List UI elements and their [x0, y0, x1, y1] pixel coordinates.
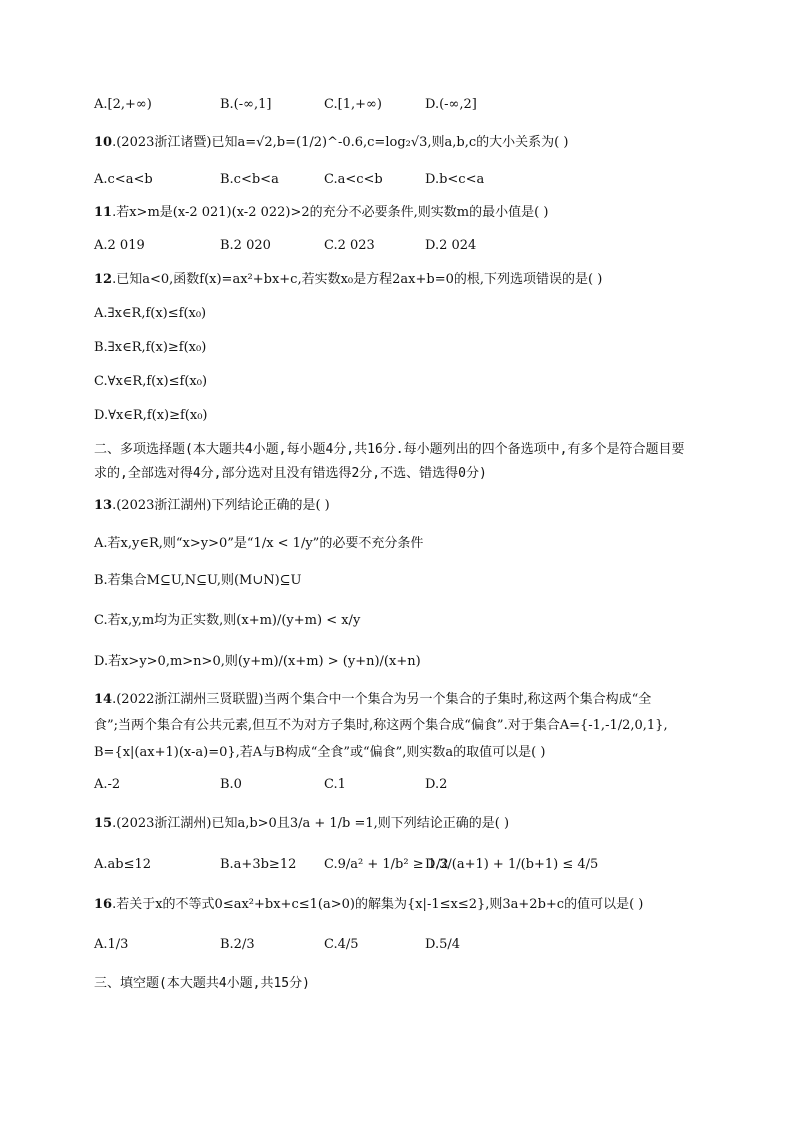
q13-option-c: C.若x,y,m均为正实数,则(x+m)/(y+m) < x/y — [94, 613, 361, 628]
q14-text-line-1: .(2022浙江湖州三贤联盟)当两个集合中一个集合为另一个集合的子集时,称这两个集合构成“全 — [112, 692, 652, 707]
q13-stem — [94, 497, 330, 515]
q10-number: 10 — [94, 135, 113, 150]
q15-stem — [94, 815, 509, 833]
q11-number: 11 — [94, 205, 113, 220]
q11-option-d: D.2 024 — [425, 238, 477, 253]
q13-option-a: A.若x,y∈R,则“x>y>0”是“1/x < 1/y”的必要不充分条件 — [94, 536, 424, 551]
q16-option-a: A.1/3 — [94, 937, 129, 952]
q9-option-b: B.(-∞,1] — [220, 97, 272, 112]
q10-option-a: A.c<a<b — [94, 172, 153, 187]
q16-option-d: D.5/4 — [425, 937, 461, 952]
q13-option-d: D.若x>y>0,m>n>0,则(y+m)/(x+m) > (y+n)/(x+n) — [94, 654, 421, 669]
q11-option-c: C.2 023 — [324, 238, 375, 253]
q10-stem — [94, 134, 568, 152]
q11-option-a: A.2 019 — [94, 238, 145, 253]
q11-stem — [94, 204, 548, 222]
q13-number: 13 — [94, 498, 113, 513]
q15-text: .(2023浙江湖州)已知a,b>0且3/a + 1/b =1,则下列结论正确的是( ) — [112, 816, 510, 831]
q14-option-b: B.0 — [220, 777, 242, 792]
q16-option-b: B.2/3 — [220, 937, 255, 952]
q16-text: .若关于x的不等式0≤ax²+bx+c≤1(a>0)的解集为{x|-1≤x≤2},则3a+2b+c的值可以是( ) — [112, 897, 644, 912]
q9-option-a: A.[2,+∞) — [94, 97, 152, 112]
q14-stem-line-2: 食”;当两个集合有公共元素,但互不为对方子集时,称这两个集合成“偏食”.对于集合A={-1,-1/2,0,1}, — [94, 718, 668, 733]
q16-option-c: C.4/5 — [324, 937, 359, 952]
q12-text: .已知a<0,函数f(x)=ax²+bx+c,若实数x₀是方程2ax+b=0的根,下列选项错误的是( ) — [112, 272, 603, 287]
q14-option-c: C.1 — [324, 777, 346, 792]
q15-number: 15 — [94, 816, 113, 831]
q12-number: 12 — [94, 272, 113, 287]
q15-option-a: A.ab≤12 — [94, 857, 152, 872]
q14-number: 14 — [94, 692, 113, 707]
q9-option-c: C.[1,+∞) — [324, 97, 382, 112]
q10-text: .(2023浙江诸暨)已知a=√2,b=(1/2)^-0.6,c=log₂√3,则a,b,c的大小关系为( ) — [112, 135, 569, 150]
q12-option-c: C.∀x∈R,f(x)≤f(x₀) — [94, 374, 208, 389]
q12-option-b: B.∃x∈R,f(x)≥f(x₀) — [94, 340, 207, 355]
q16-number: 16 — [94, 897, 113, 912]
q11-text: .若x>m是(x-2 021)(x-2 022)>2的充分不必要条件,则实数m的最小值是( ) — [112, 205, 549, 220]
q14-stem-line-1 — [94, 691, 651, 709]
q12-stem — [94, 271, 602, 289]
q13-text: .(2023浙江湖州)下列结论正确的是( ) — [112, 498, 330, 513]
q16-stem — [94, 896, 643, 914]
q9-option-d: D.(-∞,2] — [425, 97, 477, 112]
q10-option-d: D.b<c<a — [425, 172, 485, 187]
q10-option-c: C.a<c<b — [324, 172, 383, 187]
q15-option-d: D.3/(a+1) + 1/(b+1) ≤ 4/5 — [425, 857, 599, 872]
q14-stem-line-3: B={x|(ax+1)(x-a)=0},若A与B构成“全食”或“偏食”,则实数a的取值可以是( ) — [94, 745, 546, 760]
q11-option-b: B.2 020 — [220, 238, 271, 253]
q14-option-d: D.2 — [425, 777, 448, 792]
q12-option-d: D.∀x∈R,f(x)≥f(x₀) — [94, 408, 208, 423]
q13-option-b: B.若集合M⊆U,N⊆U,则(M∪N)⊆U — [94, 573, 302, 588]
q15-option-b: B.a+3b≥12 — [220, 857, 297, 872]
q14-option-a: A.-2 — [94, 777, 121, 792]
section-2-header: 二、多项选择题(本大题共4小题,每小题4分,共16分.每小题列出的四个备选项中,有多个是符合题目要求的,全部选对得4分,部分选对且没有错选得2分,不选、错选得0分) — [94, 442, 685, 481]
q15-option-c: C.9/a² + 1/b² ≥ 1/2 — [324, 857, 449, 872]
q10-option-b: B.c<b<a — [220, 172, 279, 187]
section-3-header: 三、填空题(本大题共4小题,共15分) — [94, 976, 310, 991]
q12-option-a: A.∃x∈R,f(x)≤f(x₀) — [94, 306, 207, 321]
